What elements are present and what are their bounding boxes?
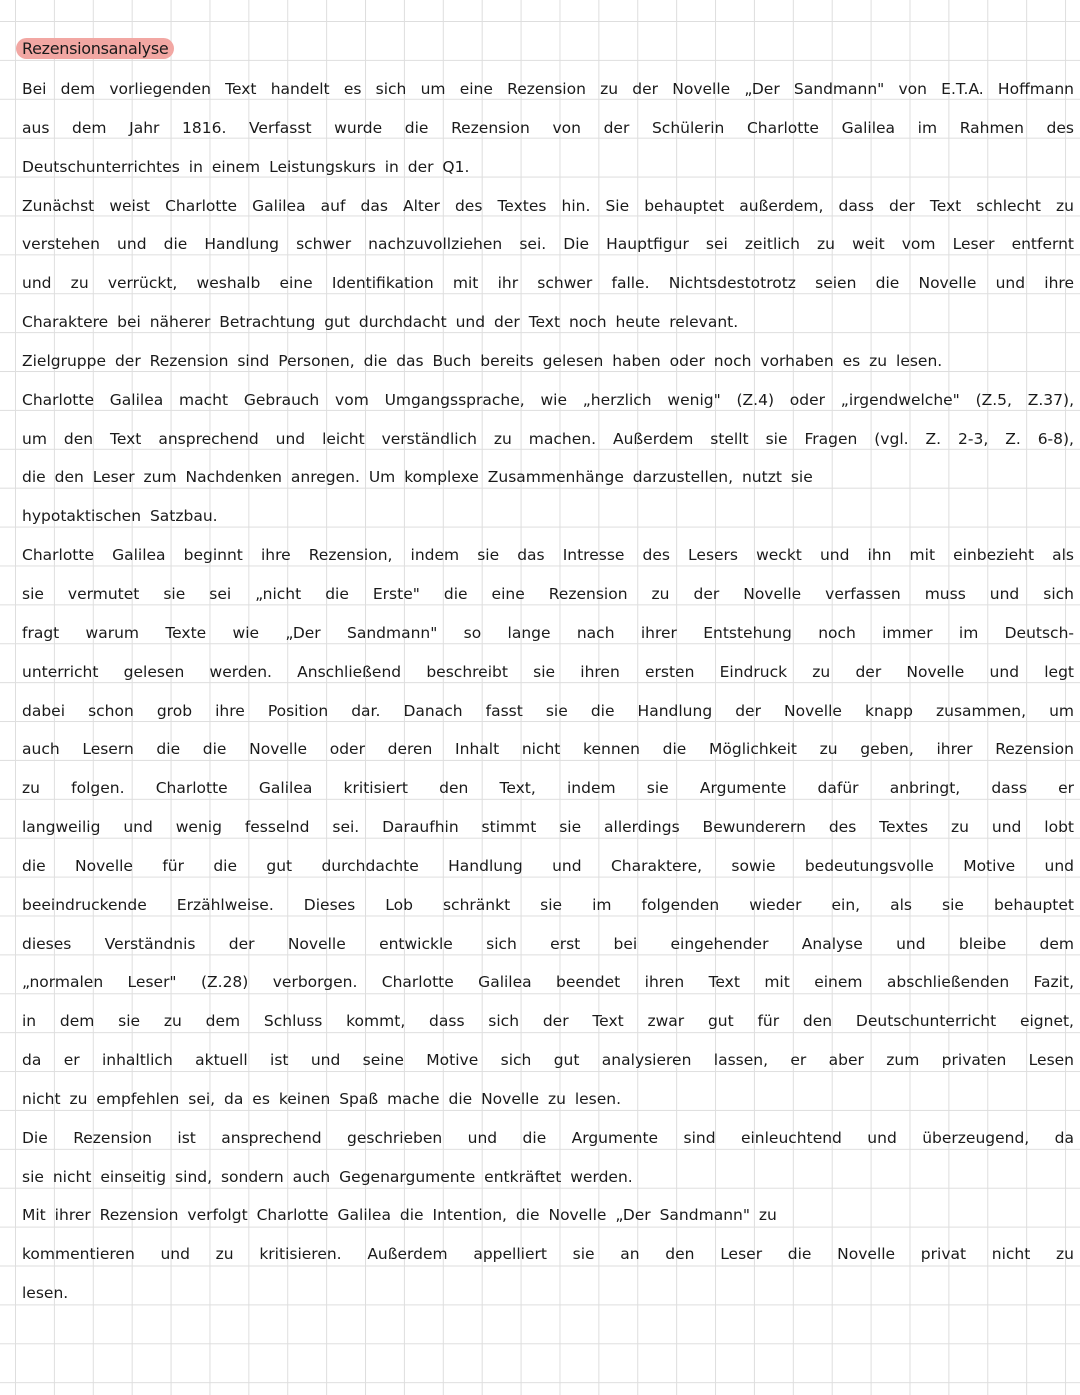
text-line: aus dem Jahr 1816. Verfasst wurde die Rezension von der Schülerin Charlotte Galilea im Rahmen des — [22, 118, 1074, 137]
text-line: kommentieren und zu kritisieren. Außerdem appelliert sie an den Leser die Novelle privat nicht zu — [22, 1245, 1074, 1264]
text-line: und zu verrückt, weshalb eine Identifikation mit ihr schwer falle. Nichtsdestotrotz seien die Novelle und ihre — [22, 274, 1074, 293]
text-line: hypotaktischen Satzbau. — [22, 507, 218, 526]
text-line: dabei schon grob ihre Position dar. Danach fasst sie die Handlung der Novelle knapp zusammen, um — [22, 701, 1074, 720]
text-line: auch Lesern die die Novelle oder deren Inhalt nicht kennen die Möglichkeit zu geben, ihrer Rezension — [22, 740, 1074, 759]
page-title: Rezensionsanalyse — [16, 38, 174, 59]
text-line: langweilig und wenig fesselnd sei. Daraufhin stimmt sie allerdings Bewunderern des Textes zu und lobt — [22, 818, 1074, 837]
text-line: nicht zu empfehlen sei, da es keinen Spaß mache die Novelle zu lesen. — [22, 1089, 622, 1108]
text-line: um den Text ansprechend und leicht verständlich zu machen. Außerdem stellt sie Fragen (vgl. Z. 2-3, Z. 6-8), — [22, 429, 1074, 448]
text-line: unterricht gelesen werden. Anschließend beschreibt sie ihren ersten Eindruck zu der Novelle und legt — [22, 662, 1074, 681]
text-line: Zunächst weist Charlotte Galilea auf das Alter des Textes hin. Sie behauptet außerdem, dass der Text schlecht zu — [22, 196, 1074, 215]
text-line: die den Leser zum Nachdenken anregen. Um komplexe Zusammenhänge darzustellen, nutzt sie — [22, 468, 813, 487]
text-line: lesen. — [22, 1284, 69, 1303]
text-line: in dem sie zu dem Schluss kommt, dass sich der Text zwar gut für den Deutschunterricht eignet, — [22, 1012, 1074, 1031]
text-line: Charlotte Galilea beginnt ihre Rezension, indem sie das Intresse des Lesers weckt und ihn mit einbezieht als — [22, 546, 1074, 565]
text-line: „normalen Leser" (Z.28) verborgen. Charlotte Galilea beendet ihren Text mit einem abschließenden Fazit, — [22, 973, 1074, 992]
text-line: sie nicht einseitig sind, sondern auch Gegenargumente entkräftet werden. — [22, 1167, 633, 1186]
text-line: dieses Verständnis der Novelle entwickle sich erst bei eingehender Analyse und bleibe dem — [22, 934, 1074, 953]
text-line: Deutschunterrichtes in einem Leistungskurs in der Q1. — [22, 157, 470, 176]
text-line: beeindruckende Erzählweise. Dieses Lob schränkt sie im folgenden wieder ein, als sie behauptet — [22, 895, 1074, 914]
text-line: Charaktere bei näherer Betrachtung gut durchdacht und der Text noch heute relevant. — [22, 313, 739, 332]
text-line: zu folgen. Charlotte Galilea kritisiert den Text, indem sie Argumente dafür anbringt, dass er — [22, 779, 1074, 798]
text-line: sie vermutet sie sei „nicht die Erste" die eine Rezension zu der Novelle verfassen muss und sich — [22, 584, 1074, 603]
text-line: fragt warum Texte wie „Der Sandmann" so lange nach ihrer Entstehung noch immer im Deutsch- — [22, 623, 1074, 642]
text-line: Zielgruppe der Rezension sind Personen, die das Buch bereits gelesen haben oder noch vorhaben es zu lesen. — [22, 351, 943, 370]
text-line: Bei dem vorliegenden Text handelt es sich um eine Rezension zu der Novelle „Der Sandmann" von E.T.A. Hoffmann — [22, 80, 1074, 98]
text-line: verstehen und die Handlung schwer nachzuvollziehen sei. Die Hauptfigur sei zeitlich zu weit vom Leser entfernt — [22, 235, 1074, 254]
text-line: die Novelle für die gut durchdachte Handlung und Charaktere, sowie bedeutungsvolle Motive und — [22, 856, 1074, 875]
text-line: Mit ihrer Rezension verfolgt Charlotte Galilea die Intention, die Novelle „Der Sandmann" zu — [22, 1206, 777, 1225]
text-line: Charlotte Galilea macht Gebrauch vom Umgangssprache, wie „herzlich wenig" (Z.4) oder „irgendwelche" (Z.5, Z.37), — [22, 390, 1074, 409]
text-line: Die Rezension ist ansprechend geschrieben und die Argumente sind einleuchtend und überzeugend, da — [22, 1128, 1074, 1147]
text-line: da er inhaltlich aktuell ist und seine Motive sich gut analysieren lassen, er aber zum privaten Lesen — [22, 1051, 1074, 1070]
handwritten-text — [22, 76, 1074, 1319]
